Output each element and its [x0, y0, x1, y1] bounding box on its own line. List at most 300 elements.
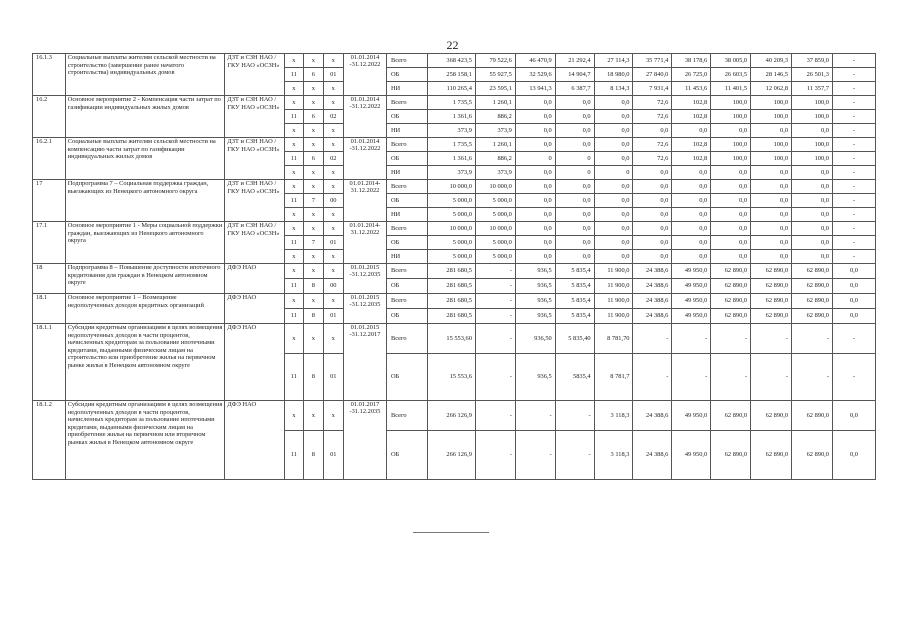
row-responsible: ДЗТ и СЗН НАО / ГКУ НАО «ОСЗН»: [225, 138, 284, 180]
amount-cell: 0,0: [633, 250, 672, 264]
budget-code: x: [304, 124, 323, 138]
funding-source: НИ: [386, 124, 427, 138]
amount-cell: 0,0: [711, 236, 751, 250]
amount-cell: 62 890,0: [751, 309, 792, 324]
row-period: 01.01.2014-31.12.2022: [343, 180, 386, 222]
row-number: 16.1.3: [33, 54, 66, 96]
amount-cell: 0,0: [515, 96, 555, 110]
budget-code: 8: [304, 279, 323, 294]
row-period: 01.01.2014-31.12.2022: [343, 222, 386, 264]
amount-cell: 1 735,5: [427, 138, 475, 152]
amount-cell: 8 134,3: [594, 82, 633, 96]
amount-cell: 102,8: [672, 152, 711, 166]
budget-code: 6: [304, 152, 323, 166]
amount-cell: -: [832, 166, 875, 180]
amount-cell: 62 890,0: [792, 264, 833, 279]
budget-code: 00: [323, 279, 343, 294]
amount-cell: 1 361,6: [427, 110, 475, 124]
amount-cell: 5 835,4: [555, 279, 594, 294]
amount-cell: 5 000,0: [475, 250, 515, 264]
amount-cell: 100,0: [792, 96, 833, 110]
amount-cell: 0,0: [672, 166, 711, 180]
table-row: [33, 96, 876, 110]
amount-cell: 0,0: [792, 250, 833, 264]
amount-cell: 110 265,4: [427, 82, 475, 96]
budget-code: x: [304, 138, 323, 152]
amount-cell: 5 835,4: [555, 294, 594, 309]
budget-code: x: [323, 166, 343, 180]
table-row: [33, 294, 876, 309]
amount-cell: 0,0: [633, 124, 672, 138]
amount-cell: 49 950,0: [672, 264, 711, 279]
amount-cell: 0,0: [515, 250, 555, 264]
row-number: 17.1: [33, 222, 66, 264]
amount-cell: 102,8: [672, 110, 711, 124]
row-responsible: ДФЭ НАО: [225, 401, 284, 480]
amount-cell: 62 890,0: [792, 279, 833, 294]
amount-cell: 26 725,0: [672, 68, 711, 82]
amount-cell: 0,0: [672, 124, 711, 138]
funding-source: Всего: [386, 138, 427, 152]
budget-code: x: [304, 166, 323, 180]
amount-cell: 0,0: [555, 124, 594, 138]
amount-cell: 100,0: [792, 152, 833, 166]
amount-cell: 3 118,3: [594, 401, 633, 431]
program-table: [32, 53, 876, 480]
row-title: Основное мероприятие 1 - Меры социальной поддержки граждан, выезжающих из Ненецкого автономного округа: [65, 222, 225, 264]
budget-code: x: [304, 96, 323, 110]
amount-cell: 0,0: [751, 180, 792, 194]
amount-cell: -: [832, 236, 875, 250]
amount-cell: 14 904,7: [555, 68, 594, 82]
amount-cell: 62 890,0: [751, 264, 792, 279]
row-number: 16.2: [33, 96, 66, 138]
amount-cell: -: [832, 222, 875, 236]
amount-cell: 38 178,6: [672, 54, 711, 68]
budget-code: 8: [304, 431, 323, 480]
amount-cell: 100,0: [751, 152, 792, 166]
amount-cell: 10 000,0: [475, 222, 515, 236]
budget-code: 11: [284, 110, 303, 124]
amount-cell: 0,0: [633, 194, 672, 208]
budget-code: x: [323, 208, 343, 222]
amount-cell: 0,0: [751, 222, 792, 236]
amount-cell: 0,0: [711, 124, 751, 138]
amount-cell: 0,0: [751, 124, 792, 138]
amount-cell: 3 118,3: [594, 431, 633, 480]
amount-cell: 266 126,9: [427, 431, 475, 480]
funding-source: ОБ: [386, 110, 427, 124]
budget-code: x: [284, 82, 303, 96]
funding-source: НИ: [386, 250, 427, 264]
amount-cell: 373,9: [427, 166, 475, 180]
row-responsible: ДЗТ и СЗН НАО / ГКУ НАО «ОСЗН»: [225, 54, 284, 96]
amount-cell: 5 000,0: [427, 194, 475, 208]
budget-code: x: [284, 166, 303, 180]
row-title: Социальные выплаты жителям сельской местности на строительство (завершение ранее начатого строительства) индивидуальных домов: [65, 54, 225, 96]
amount-cell: 0,0: [672, 250, 711, 264]
funding-source: Всего: [386, 264, 427, 279]
amount-cell: 0,0: [555, 250, 594, 264]
amount-cell: 15 553,6: [427, 354, 475, 401]
amount-cell: -: [832, 180, 875, 194]
amount-cell: 0,0: [672, 194, 711, 208]
amount-cell: -: [832, 250, 875, 264]
row-period: 01.01.2017 -31.12.2035: [343, 401, 386, 480]
amount-cell: 62 890,0: [751, 401, 792, 431]
amount-cell: 5 000,0: [427, 208, 475, 222]
budget-code: x: [284, 54, 303, 68]
amount-cell: 49 950,0: [672, 309, 711, 324]
amount-cell: 18 980,0: [594, 68, 633, 82]
amount-cell: -: [832, 152, 875, 166]
amount-cell: -: [555, 431, 594, 480]
amount-cell: 0,0: [792, 124, 833, 138]
budget-code: x: [323, 401, 343, 431]
table-body: [33, 54, 876, 480]
funding-source: Всего: [386, 222, 427, 236]
row-responsible: ДФЭ НАО: [225, 324, 284, 401]
amount-cell: 7 931,4: [633, 82, 672, 96]
amount-cell: -: [475, 431, 515, 480]
amount-cell: 0,0: [515, 222, 555, 236]
amount-cell: 100,0: [751, 110, 792, 124]
amount-cell: 21 292,4: [555, 54, 594, 68]
amount-cell: 24 388,6: [633, 431, 672, 480]
amount-cell: 936,5: [515, 354, 555, 401]
budget-code: 02: [323, 110, 343, 124]
amount-cell: 0,0: [751, 250, 792, 264]
amount-cell: 0,0: [711, 222, 751, 236]
amount-cell: -: [832, 124, 875, 138]
row-title: Подпрограмма 8 – Повышение доступности ипотечного кредитования для граждан в Ненецком автономном округе: [65, 264, 225, 294]
amount-cell: 0,0: [555, 222, 594, 236]
amount-cell: 62 890,0: [751, 279, 792, 294]
budget-code: 01: [323, 236, 343, 250]
amount-cell: 0,0: [711, 208, 751, 222]
budget-code: 11: [284, 68, 303, 82]
amount-cell: 12 062,8: [751, 82, 792, 96]
row-responsible: ДЗТ и СЗН НАО / ГКУ НАО «ОСЗН»: [225, 222, 284, 264]
table-row: [33, 222, 876, 236]
budget-code: x: [323, 324, 343, 354]
budget-code: 11: [284, 279, 303, 294]
amount-cell: 26 603,5: [711, 68, 751, 82]
amount-cell: 100,0: [711, 138, 751, 152]
amount-cell: 0,0: [711, 194, 751, 208]
budget-code: x: [304, 294, 323, 309]
amount-cell: 62 890,0: [792, 309, 833, 324]
amount-cell: 11 900,0: [594, 279, 633, 294]
amount-cell: 373,9: [427, 124, 475, 138]
amount-cell: 0,0: [515, 194, 555, 208]
budget-code: x: [323, 222, 343, 236]
amount-cell: 0,0: [594, 96, 633, 110]
amount-cell: 5 000,0: [475, 194, 515, 208]
budget-code: x: [284, 324, 303, 354]
amount-cell: 0,0: [672, 236, 711, 250]
budget-code: 01: [323, 68, 343, 82]
budget-code: 01: [323, 309, 343, 324]
budget-code: 01: [323, 354, 343, 401]
amount-cell: 0,0: [792, 222, 833, 236]
amount-cell: 11 357,7: [792, 82, 833, 96]
amount-cell: 0,0: [832, 279, 875, 294]
amount-cell: 72,6: [633, 152, 672, 166]
amount-cell: 0,0: [832, 294, 875, 309]
budget-code: x: [304, 54, 323, 68]
budget-code: x: [284, 264, 303, 279]
budget-code: x: [323, 180, 343, 194]
amount-cell: 368 423,5: [427, 54, 475, 68]
amount-cell: 0,0: [555, 96, 594, 110]
amount-cell: 1 735,5: [427, 96, 475, 110]
amount-cell: 0,0: [633, 166, 672, 180]
funding-source: ОБ: [386, 194, 427, 208]
amount-cell: 100,0: [711, 110, 751, 124]
amount-cell: 10 000,0: [427, 180, 475, 194]
budget-code: x: [304, 222, 323, 236]
amount-cell: 0,0: [515, 236, 555, 250]
budget-code: 02: [323, 152, 343, 166]
amount-cell: 0,0: [751, 166, 792, 180]
amount-cell: 15 553,60: [427, 324, 475, 354]
amount-cell: 936,5: [515, 309, 555, 324]
row-title: Основное мероприятие 2 - Компенсация части затрат по газификации индивидуальных жилых домов: [65, 96, 225, 138]
row-number: 17: [33, 180, 66, 222]
amount-cell: -: [475, 354, 515, 401]
amount-cell: 24 388,6: [633, 279, 672, 294]
row-period: 01.01.2014 -31.12.2022: [343, 54, 386, 96]
amount-cell: 258 158,1: [427, 68, 475, 82]
amount-cell: 27 840,0: [633, 68, 672, 82]
row-number: 18: [33, 264, 66, 294]
amount-cell: 0: [555, 152, 594, 166]
table-row: [33, 324, 876, 354]
amount-cell: -: [832, 354, 875, 401]
amount-cell: 26 501,3: [792, 68, 833, 82]
amount-cell: 1 361,6: [427, 152, 475, 166]
budget-code: x: [284, 401, 303, 431]
row-responsible: ДФЭ НАО: [225, 294, 284, 324]
amount-cell: 0,0: [515, 110, 555, 124]
amount-cell: 100,0: [792, 110, 833, 124]
amount-cell: 281 680,5: [427, 264, 475, 279]
amount-cell: 0,0: [832, 401, 875, 431]
amount-cell: -: [792, 324, 833, 354]
amount-cell: -: [832, 68, 875, 82]
budget-code: 11: [284, 309, 303, 324]
amount-cell: -: [475, 294, 515, 309]
amount-cell: 0,0: [555, 208, 594, 222]
amount-cell: 6 387,7: [555, 82, 594, 96]
amount-cell: -: [515, 431, 555, 480]
budget-code: x: [284, 124, 303, 138]
amount-cell: 0,0: [832, 431, 875, 480]
amount-cell: 0,0: [515, 166, 555, 180]
amount-cell: 100,0: [711, 96, 751, 110]
amount-cell: 0,0: [594, 124, 633, 138]
budget-code: x: [323, 250, 343, 264]
budget-code: x: [304, 264, 323, 279]
budget-code: x: [323, 138, 343, 152]
budget-code: 8: [304, 309, 323, 324]
amount-cell: 62 890,0: [711, 279, 751, 294]
amount-cell: 0,0: [672, 180, 711, 194]
amount-cell: -: [633, 354, 672, 401]
amount-cell: 72,6: [633, 110, 672, 124]
amount-cell: 0: [555, 166, 594, 180]
amount-cell: 24 388,6: [633, 294, 672, 309]
amount-cell: 102,8: [672, 138, 711, 152]
amount-cell: 49 950,0: [672, 294, 711, 309]
amount-cell: 5 000,0: [475, 236, 515, 250]
funding-source: Всего: [386, 96, 427, 110]
budget-code: x: [284, 138, 303, 152]
amount-cell: 0,0: [711, 250, 751, 264]
amount-cell: 62 890,0: [751, 294, 792, 309]
amount-cell: 0,0: [751, 208, 792, 222]
budget-code: 6: [304, 68, 323, 82]
amount-cell: 24 388,6: [633, 264, 672, 279]
amount-cell: 72,6: [633, 138, 672, 152]
amount-cell: 1 260,1: [475, 138, 515, 152]
amount-cell: 5 835,4: [555, 264, 594, 279]
budget-code: 11: [284, 431, 303, 480]
budget-code: x: [304, 180, 323, 194]
budget-code: x: [284, 180, 303, 194]
amount-cell: 0,0: [792, 208, 833, 222]
amount-cell: -: [475, 264, 515, 279]
funding-source: НИ: [386, 208, 427, 222]
amount-cell: 49 950,0: [672, 431, 711, 480]
amount-cell: -: [555, 401, 594, 431]
amount-cell: 0,0: [594, 194, 633, 208]
amount-cell: 11 900,0: [594, 294, 633, 309]
funding-source: Всего: [386, 401, 427, 431]
amount-cell: 46 470,9: [515, 54, 555, 68]
row-title: Основное мероприятие 1 – Возмещение недополученных доходов кредитных организаций: [65, 294, 225, 324]
amount-cell: 100,0: [792, 138, 833, 152]
amount-cell: 0,0: [633, 236, 672, 250]
amount-cell: 0,0: [792, 194, 833, 208]
budget-code: x: [323, 82, 343, 96]
budget-code: 7: [304, 236, 323, 250]
amount-cell: -: [475, 309, 515, 324]
budget-code: x: [304, 401, 323, 431]
amount-cell: 281 680,5: [427, 279, 475, 294]
funding-source: Всего: [386, 324, 427, 354]
amount-cell: 0,0: [594, 236, 633, 250]
funding-source: Всего: [386, 54, 427, 68]
amount-cell: -: [832, 110, 875, 124]
amount-cell: 100,0: [751, 138, 792, 152]
amount-cell: 62 890,0: [711, 431, 751, 480]
amount-cell: 5 835,40: [555, 324, 594, 354]
amount-cell: 24 388,6: [633, 309, 672, 324]
funding-source: Всего: [386, 180, 427, 194]
budget-code: x: [304, 250, 323, 264]
amount-cell: 936,50: [515, 324, 555, 354]
amount-cell: 8 781,7: [594, 354, 633, 401]
row-number: 18.1: [33, 294, 66, 324]
budget-code: 6: [304, 110, 323, 124]
amount-cell: 49 950,0: [672, 401, 711, 431]
funding-source: Всего: [386, 294, 427, 309]
amount-cell: 62 890,0: [711, 294, 751, 309]
amount-cell: -: [832, 138, 875, 152]
amount-cell: 936,5: [515, 264, 555, 279]
amount-cell: 0,0: [633, 222, 672, 236]
amount-cell: 28 146,5: [751, 68, 792, 82]
budget-code: x: [323, 264, 343, 279]
amount-cell: 281 680,5: [427, 309, 475, 324]
budget-code: x: [284, 96, 303, 110]
amount-cell: 49 950,0: [672, 279, 711, 294]
budget-code: 01: [323, 431, 343, 480]
amount-cell: 55 927,5: [475, 68, 515, 82]
amount-cell: 13 941,3: [515, 82, 555, 96]
funding-source: ОБ: [386, 431, 427, 480]
funding-source: НИ: [386, 82, 427, 96]
amount-cell: 5 000,0: [475, 208, 515, 222]
amount-cell: 0,0: [792, 236, 833, 250]
amount-cell: 0,0: [832, 309, 875, 324]
amount-cell: 0,0: [594, 110, 633, 124]
amount-cell: 0,0: [594, 138, 633, 152]
amount-cell: -: [832, 82, 875, 96]
amount-cell: 72,6: [633, 96, 672, 110]
amount-cell: 62 890,0: [792, 401, 833, 431]
amount-cell: 0,0: [751, 236, 792, 250]
amount-cell: -: [832, 324, 875, 354]
page-number: 22: [446, 38, 459, 52]
row-period: 01.01.2014 -31.12.2022: [343, 138, 386, 180]
amount-cell: 23 595,1: [475, 82, 515, 96]
table-row: [33, 54, 876, 68]
amount-cell: -: [475, 401, 515, 431]
amount-cell: 281 680,5: [427, 294, 475, 309]
amount-cell: -: [672, 324, 711, 354]
amount-cell: 40 209,3: [751, 54, 792, 68]
amount-cell: 62 890,0: [751, 431, 792, 480]
table-row: [33, 138, 876, 152]
amount-cell: 0: [515, 152, 555, 166]
amount-cell: 373,9: [475, 124, 515, 138]
budget-code: x: [323, 54, 343, 68]
amount-cell: 10 000,0: [427, 222, 475, 236]
budget-code: x: [323, 124, 343, 138]
amount-cell: 100,0: [751, 96, 792, 110]
budget-code: 00: [323, 194, 343, 208]
amount-cell: 62 890,0: [711, 309, 751, 324]
budget-code: x: [323, 294, 343, 309]
amount-cell: 0,0: [711, 166, 751, 180]
row-responsible: ДЗТ и СЗН НАО / ГКУ НАО «ОСЗН»: [225, 180, 284, 222]
amount-cell: 0,0: [555, 110, 594, 124]
budget-code: x: [284, 222, 303, 236]
amount-cell: 5835,4: [555, 354, 594, 401]
amount-cell: 11 453,6: [672, 82, 711, 96]
amount-cell: 0,0: [672, 208, 711, 222]
amount-cell: 0,0: [594, 222, 633, 236]
amount-cell: 62 890,0: [711, 264, 751, 279]
funding-source: ОБ: [386, 354, 427, 401]
row-title: Субсидии кредитным организациям в целях возмещения недополученных доходов в части процентов, начисленных кредиторам за пользование ипотечными кредитами, выданными физическим лицам на строительство или приобретение жилья на первичном рынке жилья в Ненецком автономном округе: [65, 324, 225, 401]
row-period: 01.01.2015 -31.12.2017: [343, 324, 386, 401]
funding-source: ОБ: [386, 309, 427, 324]
funding-source: ОБ: [386, 152, 427, 166]
